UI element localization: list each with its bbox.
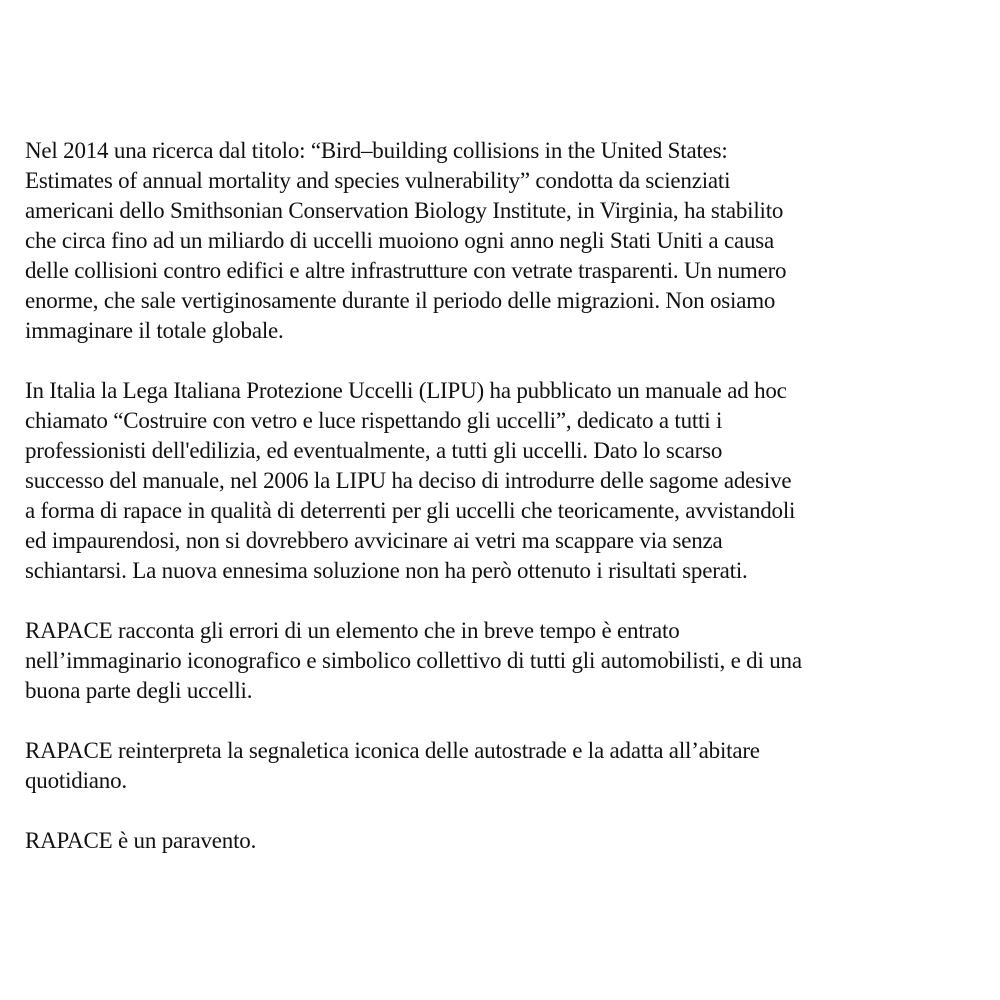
- paragraph-lipu: [25, 376, 985, 586]
- paragraph-rapace-signage: [25, 736, 985, 796]
- text-line: Estimates of annual mortality and species vulnerability” condotta da scienziati: [25, 168, 731, 193]
- text-line: che circa fino ad un miliardo di uccelli muoiono ogni anno negli Stati Uniti a causa: [25, 228, 775, 253]
- text-line: Nel 2014 una ricerca dal titolo: “Bird–building collisions in the United States:: [25, 138, 728, 163]
- text-line: In Italia la Lega Italiana Protezione Uccelli (LIPU) ha pubblicato un manuale ad hoc: [25, 378, 787, 403]
- text-line: nell’immaginario iconografico e simbolico collettivo di tutti gli automobilisti, e di una: [25, 648, 802, 673]
- paragraph-rapace-screen: [25, 826, 985, 856]
- text-line: americani dello Smithsonian Conservation Biology Institute, in Virginia, ha stabilito: [25, 198, 784, 223]
- text-line: schiantarsi. La nuova ennesima soluzione non ha però ottenuto i risultati sperati.: [25, 558, 748, 583]
- text-line: buona parte degli uccelli.: [25, 678, 253, 703]
- text-line: professionisti dell'edilizia, ed eventualmente, a tutti gli uccelli. Dato lo scarso: [25, 438, 723, 463]
- text-line: a forma di rapace in qualità di deterrenti per gli uccelli che teoricamente, avvistandoli: [25, 498, 796, 523]
- text-line: successo del manuale, nel 2006 la LIPU ha deciso di introdurre delle sagome adesive: [25, 468, 792, 493]
- document-body: [25, 136, 985, 886]
- text-line: RAPACE è un paravento.: [25, 828, 257, 853]
- text-line: RAPACE racconta gli errori di un elemento che in breve tempo è entrato: [25, 618, 680, 643]
- text-line: chiamato “Costruire con vetro e luce rispettando gli uccelli”, dedicato a tutti i: [25, 408, 723, 433]
- paragraph-research: [25, 136, 985, 346]
- text-line: quotidiano.: [25, 768, 127, 793]
- text-line: ed impaurendosi, non si dovrebbero avvicinare ai vetri ma scappare via senza: [25, 528, 723, 553]
- text-line: immaginare il totale globale.: [25, 318, 284, 343]
- paragraph-rapace-errors: [25, 616, 985, 706]
- text-line: enorme, che sale vertiginosamente durante il periodo delle migrazioni. Non osiamo: [25, 288, 776, 313]
- text-line: RAPACE reinterpreta la segnaletica iconica delle autostrade e la adatta all’abitare: [25, 738, 760, 763]
- text-line: delle collisioni contro edifici e altre infrastrutture con vetrate trasparenti. Un numero: [25, 258, 787, 283]
